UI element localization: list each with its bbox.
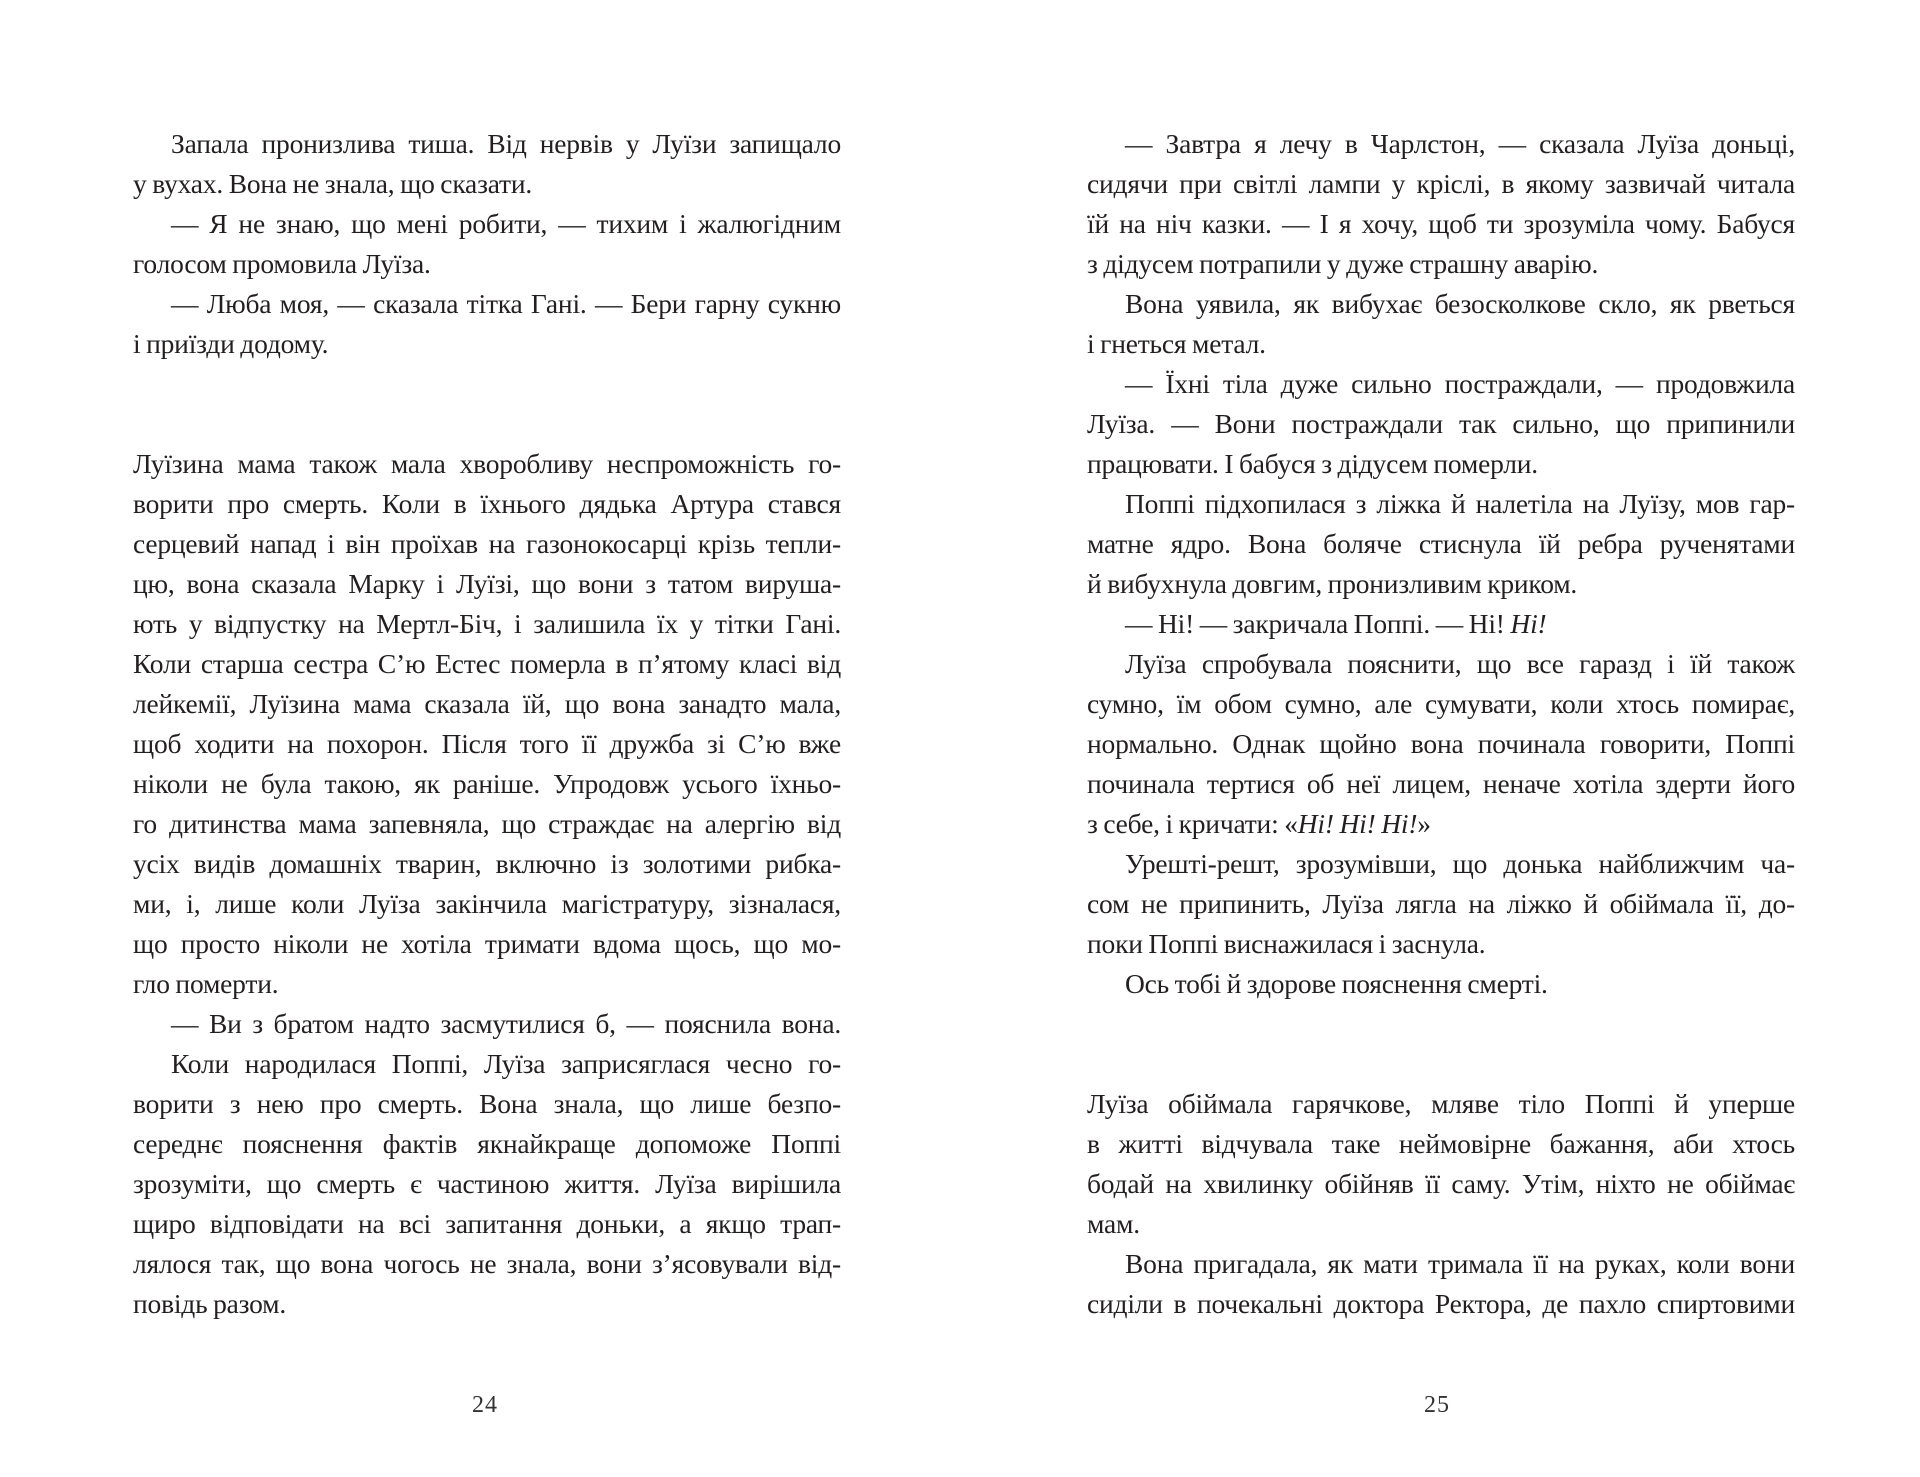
text-line: — Їхні тіла дуже сильно постраждали, — продовжила: [1125, 368, 1795, 399]
paragraph: [133, 124, 841, 204]
text-line: сиділи в почекальні доктора Ректора, де пахло спиртовими: [1087, 1288, 1795, 1319]
text-line: працювати. І бабуся з дідусем померли.: [1087, 448, 1538, 479]
text-line: Урешті-решт, зрозумівши, що донька найближчим ча-: [1125, 848, 1795, 879]
text-line: Вона пригадала, як мати тримала її на руках, коли вони: [1125, 1248, 1795, 1279]
text-line: Коли старша сестра С’ю Естес померла в п’ятому класі від: [133, 648, 841, 679]
text-line: починала тертися об неї лицем, неначе хотіла здерти його: [1087, 768, 1795, 799]
page-number: 25: [1424, 1392, 1450, 1418]
section-break: [1087, 1004, 1795, 1084]
text-line: Ось тобі й здорове пояснення смерті.: [1125, 968, 1548, 999]
text-line: ворити про смерть. Коли в їхнього дядька Артура стався: [133, 488, 841, 519]
paragraph: [1087, 964, 1795, 1004]
text-line: що просто ніколи не хотіла тримати вдома щось, що мо-: [133, 928, 841, 959]
paragraph: [133, 1004, 841, 1044]
paragraph: [1087, 604, 1795, 644]
text-line: Вона уявила, як вибухає безосколкове скло, як рветься: [1125, 288, 1795, 319]
left-page-text: [133, 124, 841, 1324]
text-line: лялося так, що вона чогось не знала, вони з’ясовували від-: [133, 1248, 841, 1279]
text-line: [1087, 604, 1795, 644]
text-line: — Я не знаю, що мені робити, — тихим і жалюгідним: [171, 208, 841, 239]
paragraph: [1087, 284, 1795, 364]
text-line: щиро відповідати на всі запитання доньки, а якщо трап-: [133, 1208, 841, 1239]
paragraph: [1087, 124, 1795, 284]
paragraph: [133, 444, 841, 1004]
right-page: [960, 0, 1920, 1477]
text-line: [1087, 804, 1795, 844]
paragraph: [1087, 364, 1795, 484]
text-line: нормально. Однак щойно вона починала говорити, Поппі: [1087, 728, 1795, 759]
section-break: [133, 364, 841, 444]
text-line: Луїза обіймала гарячкове, мляве тіло Поппі й уперше: [1087, 1088, 1795, 1119]
paragraph: [133, 1044, 841, 1324]
text-line: ють у відпустку на Мертл-Біч, і залишила їх у тітки Гані.: [133, 608, 841, 639]
text-line: Луїзина мама також мала хворобливу неспроможність го-: [133, 448, 841, 479]
text-line: сумно, їм обом сумно, але сумувати, коли хтось помирає,: [1087, 688, 1795, 719]
text-line: цю, вона сказала Марку і Луїзі, що вони з татом вируша-: [133, 568, 841, 599]
text-line: Луїза. — Вони постраждали так сильно, що припинили: [1087, 408, 1795, 439]
right-page-text: [1087, 124, 1795, 1324]
text-line: сидячи при світлі лампи у кріслі, в якому зазвичай читала: [1087, 168, 1795, 199]
paragraph: [1087, 1084, 1795, 1244]
text-line: серцевий напад і він проїхав на газонокосарці крізь тепли-: [133, 528, 841, 559]
text-line: середнє пояснення фактів якнайкраще допоможе Поппі: [133, 1128, 841, 1159]
text-line: голосом промовила Луїза.: [133, 248, 431, 279]
text-line: і приїзди додому.: [133, 328, 329, 359]
paragraph: [1087, 844, 1795, 964]
italic-text: Ні! Ні! Ні!: [1297, 808, 1418, 839]
text-line: Луїза спробувала пояснити, що все гаразд і їй також: [1125, 648, 1795, 679]
text-line: ніколи не була такою, як раніше. Упродовж усього їхньо-: [133, 768, 841, 799]
text-line: поки Поппі виснажилася і заснула.: [1087, 928, 1486, 959]
text-line: — Люба моя, — сказала тітка Гані. — Бери гарну сукню: [171, 288, 841, 319]
text-line: щоб ходити на похорон. Після того її дружба зі С’ю вже: [133, 728, 841, 759]
text-line: бодай на хвилинку обійняв її саму. Утім, ніхто не обіймає: [1087, 1168, 1795, 1199]
text-line: з дідусем потрапили у дуже страшну аварію.: [1087, 248, 1599, 279]
text-line: — Ви з братом надто засмутилися б, — пояснила вона.: [171, 1008, 841, 1039]
text-line: го дитинства мама запевняла, що страждає на алергію від: [133, 808, 841, 839]
page-number: 24: [472, 1392, 498, 1418]
paragraph: [1087, 644, 1795, 844]
text-line: матне ядро. Вона боляче стиснула їй ребра рученятами: [1087, 528, 1795, 559]
italic-text: Ні!: [1510, 608, 1547, 639]
paragraph: [133, 204, 841, 284]
text-line: гло померти.: [133, 968, 279, 999]
text-line: у вухах. Вона не знала, що сказати.: [133, 168, 533, 199]
text-line: — Завтра я лечу в Чарлстон, — сказала Луїза доньці,: [1125, 128, 1795, 159]
text-line: і гнеться метал.: [1087, 328, 1266, 359]
text-line: Запала пронизлива тиша. Від нервів у Луїзи запищало: [171, 128, 841, 159]
text-line: Коли народилася Поппі, Луїза заприсяглася чесно го-: [171, 1048, 841, 1079]
text-line: лейкемії, Луїзина мама сказала їй, що вона занадто мала,: [133, 688, 841, 719]
text-line: їй на ніч казки. — І я хочу, щоб ти зрозуміла чому. Бабуся: [1087, 208, 1795, 239]
text-line: зрозуміти, що смерть є частиною життя. Луїза вирішила: [133, 1168, 841, 1199]
text-line: сом не припинить, Луїза лягла на ліжко й обіймала її, до-: [1087, 888, 1795, 919]
text-line: повідь разом.: [133, 1288, 287, 1319]
dialogue-text: — Ні! — закричала Поппі. — Ні!: [1125, 608, 1511, 639]
text-line: в житті відчувала таке неймовірне бажання, аби хтось: [1087, 1128, 1795, 1159]
text-line: мам.: [1087, 1208, 1140, 1239]
paragraph: [133, 284, 841, 364]
text-line: усіх видів домашніх тварин, включно із золотими рибка-: [133, 848, 841, 879]
text-line: й вибухнула довгим, пронизливим криком.: [1087, 568, 1578, 599]
text-segment: з себе, і кричати: «: [1087, 808, 1298, 839]
text-line: Поппі підхопилася з ліжка й налетіла на Луїзу, мов гар-: [1125, 488, 1795, 519]
text-line: ми, і, лише коли Луїза закінчила магістратуру, зізналася,: [133, 888, 841, 919]
text-line: ворити з нею про смерть. Вона знала, що лише безпо-: [133, 1088, 841, 1119]
paragraph: [1087, 1244, 1795, 1324]
paragraph: [1087, 484, 1795, 604]
text-segment: »: [1417, 808, 1431, 839]
